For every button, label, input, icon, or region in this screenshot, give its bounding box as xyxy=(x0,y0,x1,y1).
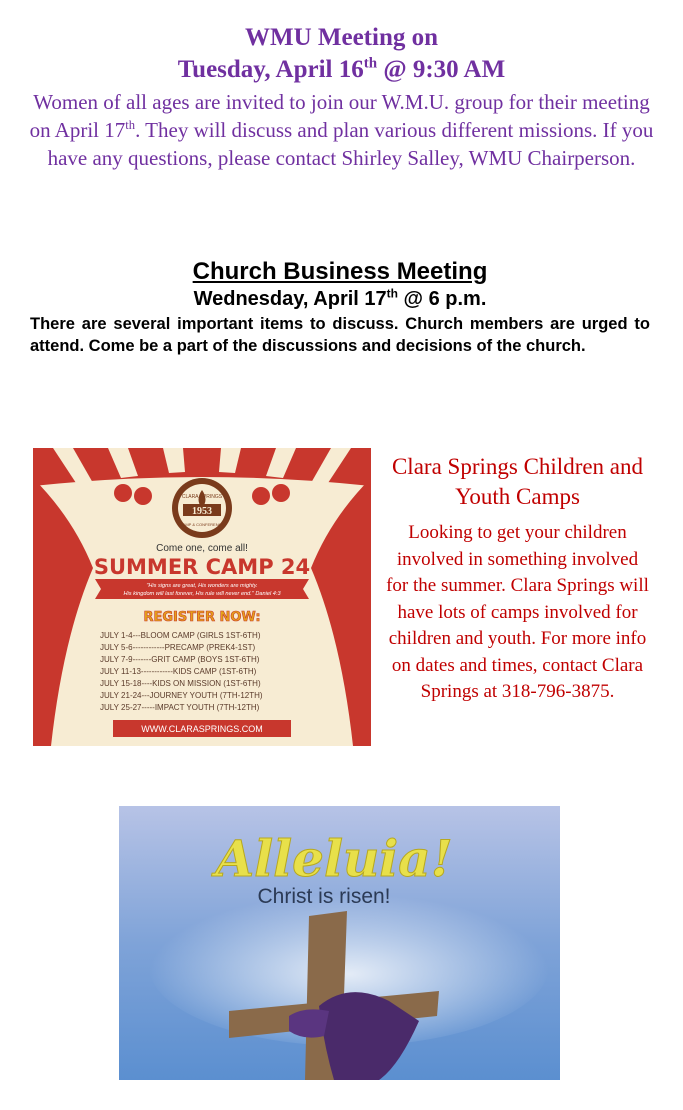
schedule-line: JULY 25-27-----IMPACT YOUTH (7TH-12TH) xyxy=(100,703,260,712)
seal-year: 1953 xyxy=(192,506,212,517)
wmu-date-text: Tuesday, April 16 xyxy=(177,56,364,83)
schedule-line: JULY 1-4---BLOOM CAMP (GIRLS 1ST-6TH) xyxy=(100,631,261,640)
camps-description: Looking to get your children involved in something involved for the summer. Clara Springs will have lots of camps involved for children and youth. For more info on dates and times, contact Clara Springs at 318-796-3875. xyxy=(386,522,649,702)
wmu-desc-a: Women of all ages are invited to join our W.M.U. group for their meeting on April 17 xyxy=(29,90,650,142)
camps-title: Clara Springs Children and Youth Camps xyxy=(391,454,644,509)
christ-is-risen: Christ is risen! xyxy=(257,885,391,908)
poster-headline: SUMMER CAMP 24 xyxy=(93,555,311,579)
wmu-date xyxy=(0,54,683,86)
business-title: Church Business Meeting xyxy=(192,258,488,285)
wmu-title: WMU Meeting on xyxy=(244,24,439,51)
schedule-line: JULY 21-24---JOURNEY YOUTH (7TH-12TH) xyxy=(100,691,263,700)
business-meeting-section xyxy=(30,257,650,357)
wmu-desc-b: . They will discuss and plan various different missions. If you have any questions, please contact Shirley Salley, WMU Chairperson. xyxy=(47,118,654,170)
wmu-section xyxy=(0,22,683,172)
business-description: There are several important items to discuss. Church members are urged to attend. Come be a part of the discussions and decisions of the church. xyxy=(30,315,650,355)
wmu-date-sup: th xyxy=(363,55,378,72)
easter-image xyxy=(119,806,560,1080)
seal-bottom-text: CAMP & CONFERENCE xyxy=(179,522,225,527)
camp-schedule xyxy=(100,631,263,712)
verse-line-1: "His signs are great, His wonders are mighty. xyxy=(146,583,258,589)
poster-website: WWW.CLARASPRINGS.COM xyxy=(141,724,263,734)
seal-top-text: CLARA SPRINGS xyxy=(181,494,223,500)
schedule-line: JULY 15-18----KIDS ON MISSION (1ST-6TH) xyxy=(100,679,261,688)
business-date-text: Wednesday, April 17 xyxy=(193,288,387,310)
schedule-line: JULY 11-13------------KIDS CAMP (1ST-6TH) xyxy=(100,667,257,676)
verse-line-2: His kingdom will last forever, His rule will never end." Daniel 4:3 xyxy=(123,591,281,597)
wmu-description xyxy=(22,88,662,172)
poster-welcome: Come one, come all! xyxy=(156,543,248,554)
business-date-sup: th xyxy=(386,286,398,301)
business-date xyxy=(30,287,650,311)
wmu-date-time: @ 9:30 AM xyxy=(377,56,506,83)
business-date-time: @ 6 p.m. xyxy=(397,288,487,310)
schedule-line: JULY 5-6------------PRECAMP (PREK4-1ST) xyxy=(100,643,256,652)
poster-graphic xyxy=(33,448,371,746)
camps-section xyxy=(385,452,650,706)
schedule-line: JULY 7-9-------GRIT CAMP (BOYS 1ST-6TH) xyxy=(100,655,260,664)
easter-graphic xyxy=(119,806,560,1080)
summer-camp-poster xyxy=(33,448,371,746)
alleluia-headline: Alleluia! xyxy=(215,829,453,888)
register-now: REGISTER NOW: xyxy=(143,610,261,625)
wmu-desc-sup: th xyxy=(125,118,136,132)
